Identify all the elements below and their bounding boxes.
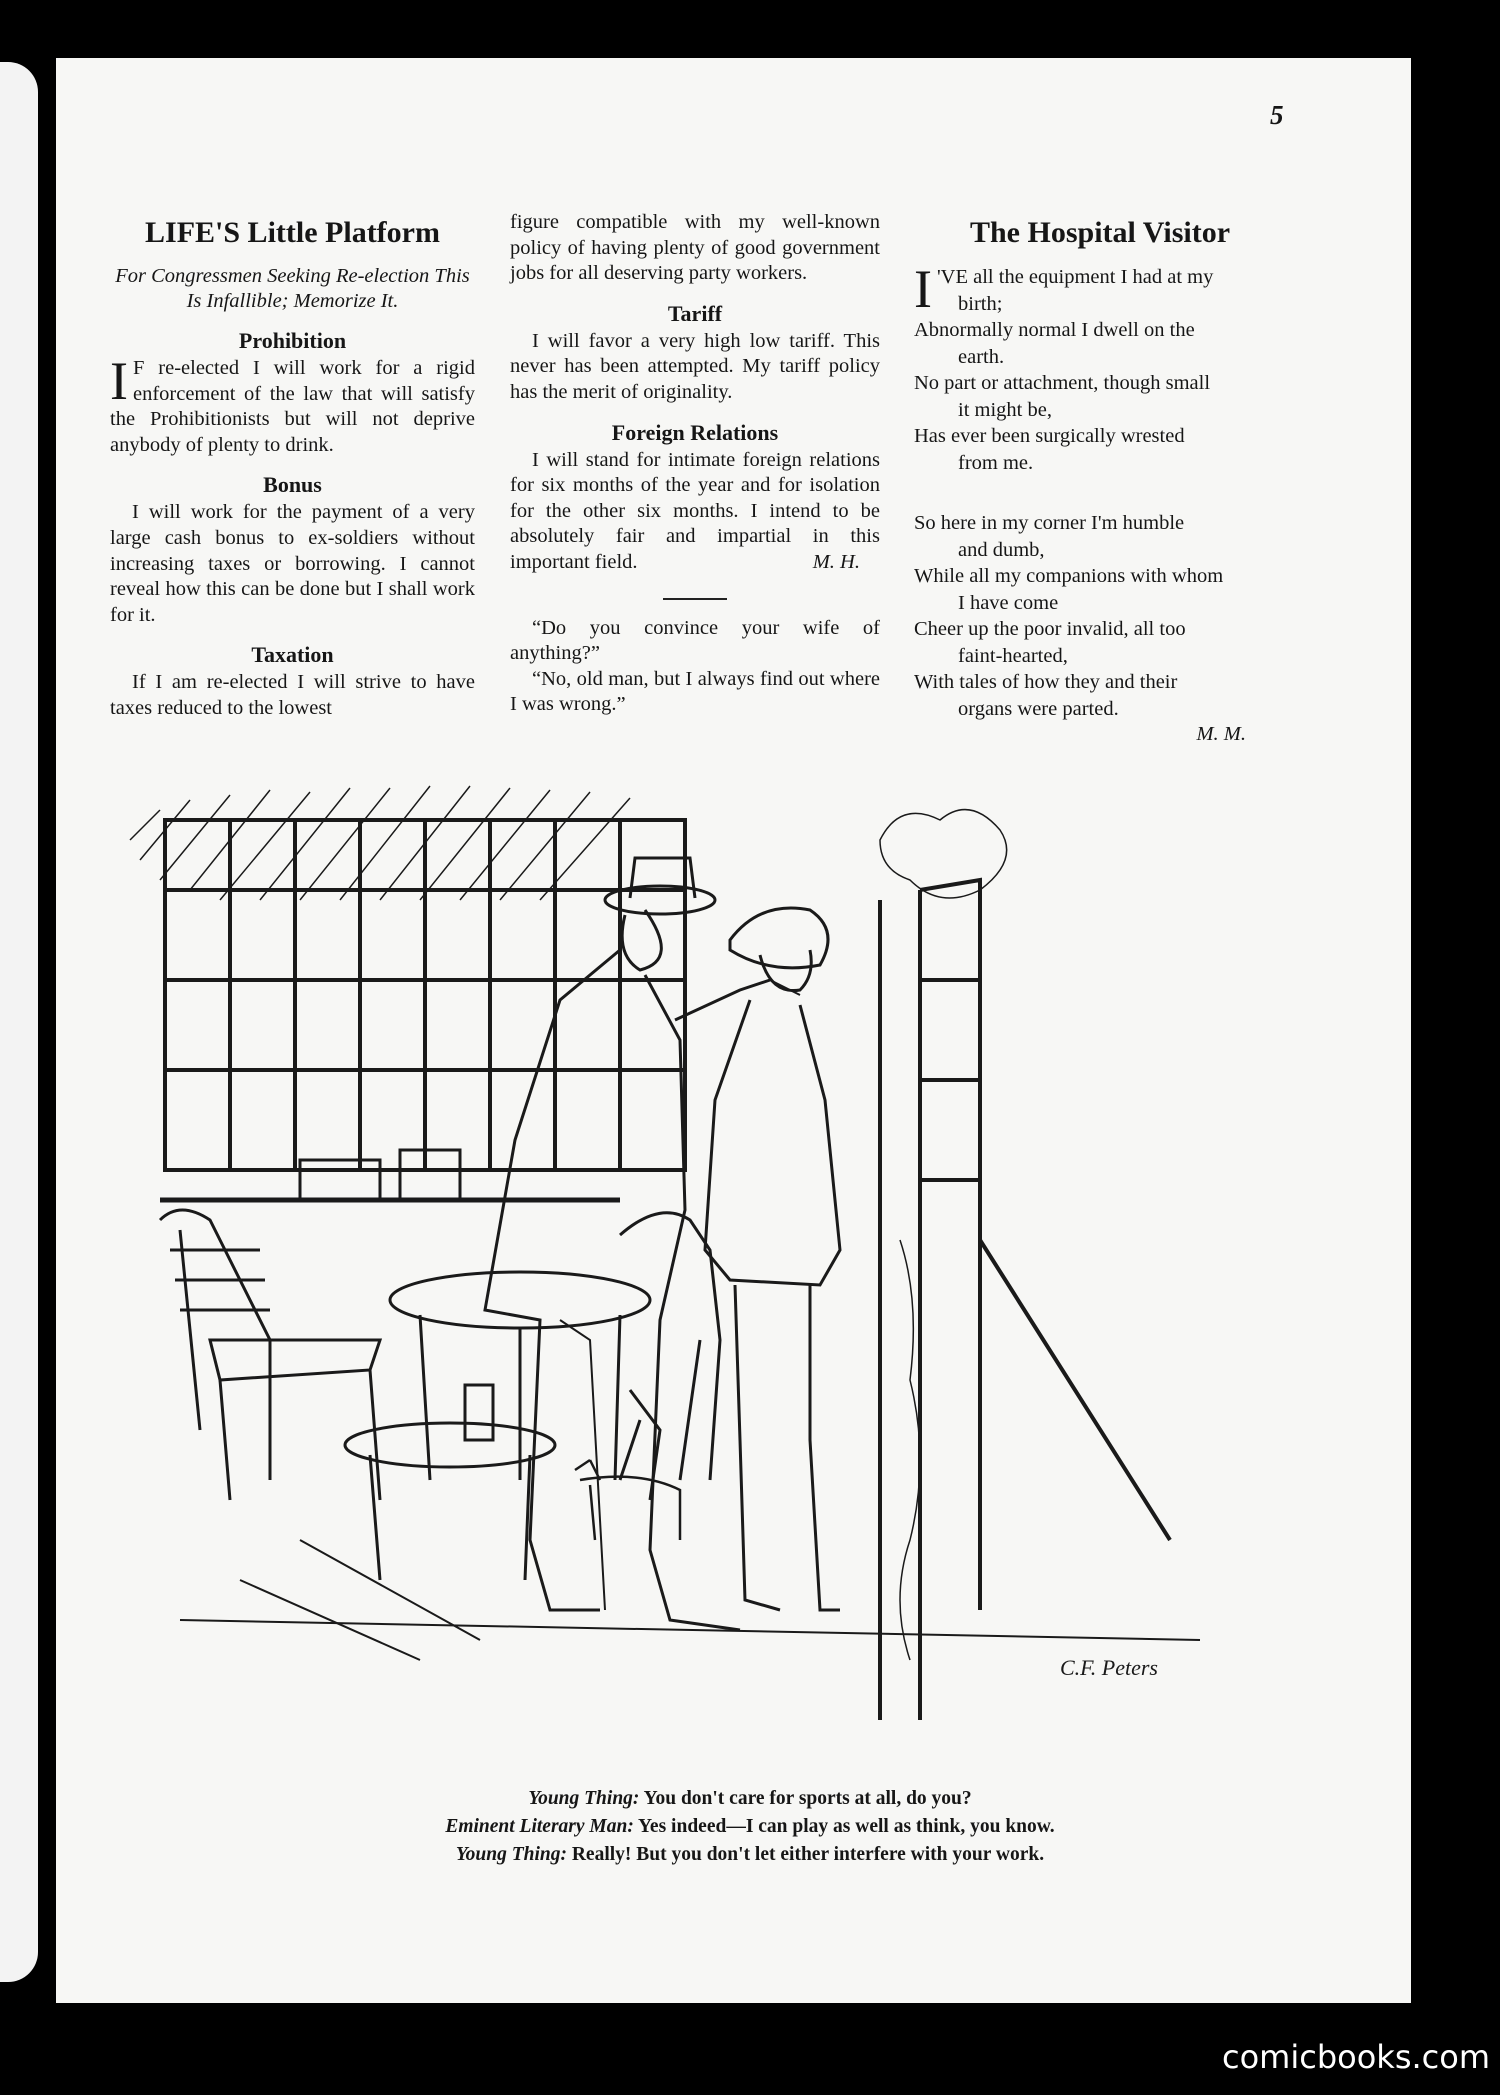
caption-text: You don't care for sports at all, do you? — [643, 1788, 972, 1809]
foreign-relations-heading: Foreign Relations — [611, 419, 779, 445]
poem-line: Abnormally normal I dwell on the — [914, 319, 1195, 341]
caption-speaker: Young Thing: — [528, 1788, 640, 1809]
poem-line-continued: faint-hearted, — [958, 644, 1068, 667]
vine-foliage — [880, 810, 1007, 1660]
joke-question: “Do you convince your wife of anything?” — [510, 616, 880, 665]
stanza-2 — [914, 510, 1286, 722]
dog-figure — [620, 1213, 720, 1500]
caption-line — [0, 1785, 1500, 1813]
caption-text: Yes indeed—I can play as well as think, you know. — [638, 1816, 1055, 1837]
poem-line: With tales of how they and their — [914, 671, 1178, 693]
poem-line-continued: organs were parted. — [958, 697, 1119, 720]
doorframe — [880, 880, 1170, 1720]
joke-answer: “No, old man, but I always find out where I was wrong.” — [510, 667, 880, 716]
page-number: 5 — [1270, 100, 1284, 130]
poem-line-continued: earth. — [958, 345, 1005, 368]
poem-line-continued: and dumb, — [958, 538, 1045, 561]
cartoon-caption — [0, 1785, 1500, 1869]
taxation-heading: Taxation — [251, 642, 334, 668]
caption-text: Really! But you don't let either interfere with your work. — [571, 1844, 1045, 1865]
platform-title: LIFE'S Little Platform — [145, 216, 440, 249]
caption-speaker: Eminent Literary Man: — [445, 1816, 634, 1837]
site-watermark: comicbooks.com — [1222, 2038, 1491, 2076]
prohibition-heading: Prohibition — [238, 328, 347, 353]
prohibition-text: F re-elected I will work for a rigid enforcement of the law that will satisfy the Prohibitionists but will not deprive anybody of plenty to drink. — [110, 357, 475, 456]
cartoon-illustration — [120, 780, 1290, 1740]
poem-column — [914, 210, 1286, 748]
taxation-text: If I am re-elected I will strive to have taxes reduced to the lowest — [110, 671, 475, 719]
platform-column-continued — [510, 210, 880, 718]
poem-line-continued: I have come — [958, 591, 1059, 614]
poem-title: The Hospital Visitor — [969, 216, 1231, 249]
platform-column — [110, 210, 475, 722]
poem-line: Has ever been surgically wrested — [914, 425, 1185, 447]
author-signature: M. H. — [812, 550, 860, 573]
small-dog — [575, 1460, 680, 1540]
tariff-text: I will favor a very high low tariff. This never has been attempted. My tariff policy has the merit of originality. — [510, 329, 880, 403]
poem-line-continued: birth; — [958, 292, 1003, 315]
poem-signature: M. M. — [1196, 723, 1246, 745]
poem-line: So here in my corner I'm humble — [914, 512, 1185, 534]
caption-speaker: Young Thing: — [455, 1844, 567, 1865]
poem-line: I 'VE all the equipment I had at my — [914, 259, 1214, 319]
poem-line: While all my companions with whom — [914, 565, 1224, 587]
young-woman-figure — [705, 908, 840, 1610]
platform-subtitle: For Congressmen Seeking Re-election This Is Infallible; Memorize It. — [115, 265, 470, 312]
prohibition-paragraph — [110, 351, 475, 458]
caption-line — [0, 1813, 1500, 1841]
poem-line-continued: it might be, — [958, 398, 1052, 421]
bonus-heading: Bonus — [263, 472, 322, 498]
drop-cap: I — [110, 351, 128, 411]
poem-line: Cheer up the poor invalid, all too — [914, 618, 1186, 640]
taxation-continued: figure compatible with my well-known policy of having plenty of good government jobs for all deserving party workers. — [510, 211, 880, 285]
bonus-text: I will work for the payment of a very large cash bonus to ex-soldiers without increasing taxes or borrowing. I cannot reveal how this can be done but I shall work for it. — [110, 501, 475, 626]
poem-line: No part or attachment, though small — [914, 372, 1211, 394]
tables — [345, 1272, 650, 1580]
drop-cap: I — [914, 259, 932, 319]
artist-signature: C.F. Peters — [1060, 1655, 1158, 1680]
left-page-edge — [0, 62, 38, 1982]
tariff-heading: Tariff — [667, 300, 723, 326]
foreign-relations-text: I will stand for intimate foreign relations for six months of the year and for isolation for the other six months. I intend to be absolutely fair and impartial in this important field. M. H. — [510, 448, 880, 576]
poem-line-continued: from me. — [958, 451, 1034, 474]
stanza-1 — [914, 259, 1286, 476]
divider-rule — [663, 598, 727, 600]
caption-line — [0, 1841, 1500, 1869]
gentleman-figure — [485, 858, 800, 1630]
wicker-chair — [160, 1210, 380, 1500]
